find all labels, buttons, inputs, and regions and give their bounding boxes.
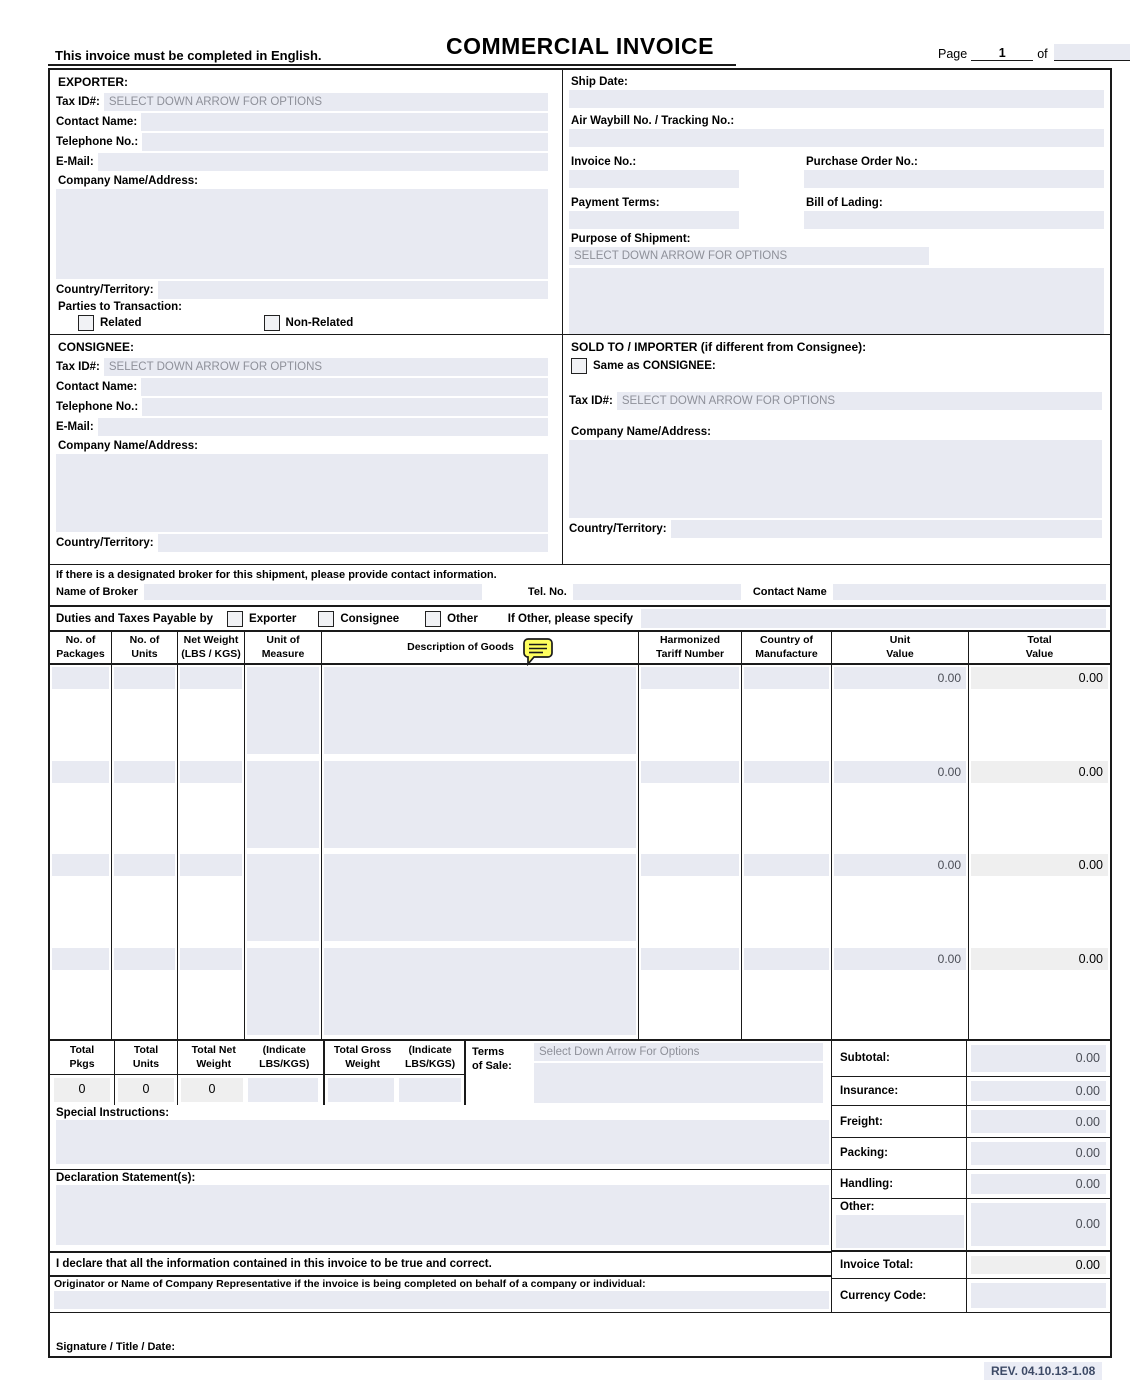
packing-label: Packing: — [832, 1138, 967, 1169]
declaration-statements-section — [50, 1169, 831, 1251]
total-net-weight-line1: Total Net — [191, 1043, 236, 1056]
duties-consignee-label: Consignee — [340, 612, 400, 625]
currency-code-row — [832, 1279, 1110, 1312]
consignee-tax-id-dropdown[interactable]: SELECT DOWN ARROW FOR OPTIONS — [104, 358, 548, 376]
row4-packages-input[interactable] — [52, 948, 109, 970]
indicate-gross-line1: (Indicate — [408, 1043, 452, 1056]
total-gross-weight-line2: Weight — [345, 1057, 380, 1070]
row3-units-input[interactable] — [114, 854, 175, 876]
non-related-label: Non-Related — [285, 317, 354, 329]
special-instructions-label: Special Instructions: — [56, 1107, 170, 1119]
indicate-gross-input[interactable] — [399, 1078, 461, 1102]
total-units-line1: Total — [133, 1043, 159, 1056]
purpose-dropdown[interactable]: SELECT DOWN ARROW FOR OPTIONS — [569, 247, 929, 265]
freight-value[interactable]: 0.00 — [971, 1110, 1106, 1133]
invoice-no-input[interactable] — [569, 170, 739, 188]
exporter-company-textarea[interactable] — [56, 189, 548, 279]
duties-other-specify-input[interactable] — [641, 609, 1106, 628]
ship-date-label: Ship Date: — [571, 76, 628, 88]
insurance-value[interactable]: 0.00 — [971, 1081, 1106, 1102]
description-comment-icon[interactable] — [522, 637, 553, 666]
terms-of-sale-dropdown[interactable]: Select Down Arrow For Options — [534, 1043, 823, 1061]
bottom-notes — [50, 1105, 832, 1312]
row4-total-value: 0.00 — [971, 948, 1108, 970]
col-packages-line1: No. of — [65, 633, 96, 646]
row2-manufacture-input[interactable] — [744, 761, 829, 783]
other-input[interactable] — [836, 1215, 964, 1247]
row2-units-input[interactable] — [114, 761, 175, 783]
invoice-total-label: Invoice Total: — [832, 1252, 967, 1279]
row3-total-value: 0.00 — [971, 854, 1108, 876]
col-units-line1: No. of — [129, 633, 160, 646]
page-label: Page — [938, 47, 968, 61]
row3-description-textarea[interactable] — [324, 854, 636, 941]
row3-unit-measure-input[interactable] — [247, 854, 319, 941]
col-unit-measure-line2: Measure — [261, 647, 305, 660]
exporter-email-input[interactable] — [98, 153, 548, 171]
total-pkgs-value: 0 — [54, 1078, 110, 1102]
revision-stamp: REV. 04.10.13-1.08 — [984, 1362, 1102, 1380]
page-number-field[interactable]: 1 — [971, 46, 1033, 61]
broker-note: If there is a designated broker for this shipment, please provide contact information. — [56, 569, 497, 581]
invoice-total-value: 0.00 — [971, 1256, 1106, 1275]
row1-packages-input[interactable] — [52, 667, 109, 689]
currency-code-input[interactable] — [971, 1283, 1106, 1308]
row2-unit-measure-input[interactable] — [247, 761, 319, 848]
payment-terms-input[interactable] — [569, 211, 739, 229]
table-row — [50, 759, 1110, 853]
duties-other-specify-label: If Other, please specify — [507, 612, 634, 625]
payment-terms-label: Payment Terms: — [571, 197, 660, 209]
same-as-consignee-label: Same as CONSIGNEE: — [593, 360, 716, 372]
invoice-no-label: Invoice No.: — [571, 156, 637, 168]
goods-table-body — [50, 665, 1110, 1039]
freight-label: Freight: — [832, 1106, 967, 1137]
col-description-label: Description of Goods — [407, 640, 514, 653]
broker-name-label: Name of Broker — [56, 586, 138, 598]
broker-tel-input[interactable] — [573, 584, 741, 600]
total-net-weight-line2: Weight — [196, 1057, 232, 1070]
row1-units-input[interactable] — [114, 667, 175, 689]
header-note: This invoice must be completed in English. — [55, 48, 322, 63]
duties-exporter-checkbox[interactable] — [227, 611, 243, 627]
col-total-value-line2: Value — [1025, 647, 1054, 660]
col-unit-value-line2: Value — [886, 647, 914, 660]
row3-manufacture-input[interactable] — [744, 854, 829, 876]
consignee-email-input[interactable] — [98, 418, 548, 436]
handling-label: Handling: — [832, 1170, 967, 1199]
bol-input[interactable] — [804, 211, 1104, 229]
sold-to-heading: SOLD TO / IMPORTER (if different from Consignee): — [571, 340, 867, 354]
page-total-field[interactable] — [1054, 44, 1130, 61]
page-counter — [938, 44, 1130, 61]
related-label: Related — [100, 317, 142, 329]
related-checkbox[interactable] — [78, 315, 94, 331]
col-tariff-line1: Harmonized — [659, 633, 721, 646]
consignee-section — [50, 335, 563, 565]
invoice-form — [48, 68, 1112, 1358]
row1-total-value: 0.00 — [971, 667, 1108, 689]
awb-input[interactable] — [569, 129, 1104, 147]
sold-to-company-label: Company Name/Address: — [571, 426, 711, 438]
row2-total-value: 0.00 — [971, 761, 1108, 783]
other-value[interactable]: 0.00 — [971, 1203, 1106, 1245]
consignee-heading: CONSIGNEE: — [58, 340, 135, 354]
total-gross-weight-input[interactable] — [328, 1078, 394, 1102]
row1-tariff-input[interactable] — [641, 667, 739, 689]
exporter-company-label: Company Name/Address: — [58, 175, 198, 187]
row1-unit-measure-input[interactable] — [247, 667, 319, 754]
signature-section — [50, 1312, 1110, 1356]
sold-to-tax-id-label: Tax ID#: — [569, 395, 617, 407]
duties-other-checkbox[interactable] — [425, 611, 441, 627]
terms-of-sale-textarea[interactable] — [534, 1063, 823, 1103]
total-units-value: 0 — [118, 1078, 174, 1102]
col-net-weight-line1: Net Weight — [183, 633, 239, 646]
duties-label: Duties and Taxes Payable by — [56, 612, 214, 625]
duties-consignee-checkbox[interactable] — [318, 611, 334, 627]
special-instructions-section — [50, 1105, 831, 1169]
row2-tariff-input[interactable] — [641, 761, 739, 783]
consignee-country-label: Country/Territory: — [56, 537, 158, 549]
row4-net-weight-input[interactable] — [180, 948, 242, 970]
row2-description-textarea[interactable] — [324, 761, 636, 848]
row1-description-textarea[interactable] — [324, 667, 636, 754]
broker-contact-label: Contact Name — [752, 586, 827, 598]
row1-unit-value[interactable]: 0.00 — [834, 667, 966, 689]
consignee-telephone-input[interactable] — [142, 398, 548, 416]
col-tariff-line2: Tariff Number — [655, 647, 725, 660]
row2-unit-value[interactable]: 0.00 — [834, 761, 966, 783]
bol-label: Bill of Lading: — [806, 197, 883, 209]
row4-unit-measure-input[interactable] — [247, 948, 319, 1035]
terms-of-sale-label: Terms of Sale: — [472, 1046, 512, 1073]
exporter-contact-name-label: Contact Name: — [56, 116, 141, 128]
exporter-country-label: Country/Territory: — [56, 284, 158, 296]
same-as-consignee-checkbox[interactable] — [571, 358, 587, 374]
total-gross-weight-line1: Total Gross — [333, 1043, 392, 1056]
total-units-line2: Units — [132, 1057, 160, 1070]
row4-units-input[interactable] — [114, 948, 175, 970]
duties-section — [50, 605, 1110, 630]
po-label: Purchase Order No.: — [806, 156, 918, 168]
broker-name-input[interactable] — [144, 584, 482, 600]
exporter-contact-name-input[interactable] — [141, 113, 548, 131]
subtotal-row — [832, 1041, 1110, 1077]
currency-code-label: Currency Code: — [832, 1279, 967, 1312]
sold-to-tax-id-dropdown[interactable]: SELECT DOWN ARROW FOR OPTIONS — [617, 392, 1102, 410]
col-units-line2: Units — [131, 647, 158, 660]
total-pkgs-line1: Total — [69, 1043, 95, 1056]
consignee-company-textarea[interactable] — [56, 454, 548, 532]
indicate-net-line2: LBS/KGS) — [259, 1057, 310, 1070]
table-row — [50, 946, 1110, 1040]
exporter-tax-id-dropdown[interactable]: SELECT DOWN ARROW FOR OPTIONS — [104, 93, 548, 111]
row4-unit-value[interactable]: 0.00 — [834, 948, 966, 970]
subtotal-value: 0.00 — [971, 1045, 1106, 1072]
col-unit-measure-line1: Unit of — [266, 633, 300, 646]
exporter-country-input[interactable] — [158, 281, 548, 299]
originator-input[interactable] — [54, 1291, 829, 1309]
row3-packages-input[interactable] — [52, 854, 109, 876]
col-total-value-line1: Total — [1027, 633, 1052, 646]
declaration-statements-textarea[interactable] — [56, 1185, 829, 1245]
broker-section — [50, 565, 1110, 605]
totals-band — [50, 1039, 832, 1105]
handling-row — [832, 1170, 1110, 1200]
sold-to-country-label: Country/Territory: — [569, 523, 671, 535]
row3-net-weight-input[interactable] — [180, 854, 242, 876]
consignee-company-label: Company Name/Address: — [58, 440, 198, 452]
consignee-telephone-label: Telephone No.: — [56, 401, 142, 413]
invoice-total-row — [832, 1251, 1110, 1280]
insurance-label: Insurance: — [832, 1077, 967, 1106]
table-row — [50, 665, 1110, 759]
col-net-weight-line2: (LBS / KGS) — [181, 647, 241, 660]
exporter-tax-id-label: Tax ID#: — [56, 96, 104, 108]
row4-description-textarea[interactable] — [324, 948, 636, 1035]
exporter-telephone-label: Telephone No.: — [56, 136, 142, 148]
purpose-label: Purpose of Shipment: — [571, 233, 691, 245]
exporter-section — [50, 70, 563, 335]
shipment-section — [563, 70, 1110, 335]
consignee-contact-name-label: Contact Name: — [56, 381, 141, 393]
total-pkgs-line2: Pkgs — [69, 1057, 95, 1070]
signature-label: Signature / Title / Date: — [56, 1341, 175, 1353]
originator-section — [50, 1275, 831, 1312]
row2-net-weight-input[interactable] — [180, 761, 242, 783]
packing-row — [832, 1138, 1110, 1170]
row1-net-weight-input[interactable] — [180, 667, 242, 689]
handling-value[interactable]: 0.00 — [971, 1174, 1106, 1195]
col-unit-value-line1: Unit — [889, 633, 911, 646]
declaration-statements-label: Declaration Statement(s): — [56, 1172, 196, 1184]
duties-other-label: Other — [447, 612, 478, 625]
goods-table-header — [50, 630, 1110, 665]
packing-value[interactable]: 0.00 — [971, 1142, 1106, 1165]
broker-tel-label: Tel. No. — [527, 586, 567, 598]
col-packages-line2: Packages — [56, 647, 105, 660]
row3-unit-value[interactable]: 0.00 — [834, 854, 966, 876]
consignee-country-input[interactable] — [158, 534, 548, 552]
purpose-textarea[interactable] — [569, 268, 1104, 334]
other-row — [832, 1199, 1110, 1250]
sold-to-company-textarea[interactable] — [569, 440, 1102, 518]
special-instructions-textarea[interactable] — [56, 1120, 829, 1164]
declare-statement: I declare that all the information contained in this invoice to be true and correct. — [50, 1251, 831, 1275]
ship-date-input[interactable] — [569, 90, 1104, 108]
col-manufacture-line1: Country of — [759, 633, 814, 646]
consignee-tax-id-label: Tax ID#: — [56, 361, 104, 373]
indicate-gross-line2: LBS/KGS) — [405, 1057, 456, 1070]
table-row — [50, 852, 1110, 946]
row2-packages-input[interactable] — [52, 761, 109, 783]
non-related-checkbox[interactable] — [264, 315, 280, 331]
sold-to-country-input[interactable] — [671, 520, 1102, 538]
freight-row — [832, 1106, 1110, 1138]
exporter-heading: EXPORTER: — [58, 75, 129, 89]
exporter-telephone-input[interactable] — [142, 133, 548, 151]
parties-to-transaction-label: Parties to Transaction: — [58, 301, 182, 313]
header-underline — [48, 64, 736, 66]
sold-to-section — [563, 335, 1110, 565]
row4-manufacture-input[interactable] — [744, 948, 829, 970]
exporter-email-label: E-Mail: — [56, 156, 98, 168]
charges-column — [832, 1039, 1110, 1312]
consignee-email-label: E-Mail: — [56, 421, 98, 433]
page-title: COMMERCIAL INVOICE — [446, 33, 714, 59]
originator-label: Originator or Name of Company Representative if the invoice is being completed on behalf of a company or individual: — [54, 1278, 646, 1290]
row4-tariff-input[interactable] — [641, 948, 739, 970]
other-label: Other: — [840, 1201, 875, 1214]
po-input[interactable] — [804, 170, 1104, 188]
broker-contact-input[interactable] — [833, 584, 1106, 600]
duties-exporter-label: Exporter — [249, 612, 297, 625]
row1-manufacture-input[interactable] — [744, 667, 829, 689]
page-of-label: of — [1037, 47, 1048, 61]
row3-tariff-input[interactable] — [641, 854, 739, 876]
total-net-weight-value: 0 — [181, 1078, 243, 1102]
awb-label: Air Waybill No. / Tracking No.: — [571, 115, 735, 127]
consignee-contact-name-input[interactable] — [141, 378, 548, 396]
indicate-net-line1: (Indicate — [262, 1043, 306, 1056]
subtotal-label: Subtotal: — [832, 1041, 967, 1076]
col-manufacture-line2: Manufacture — [755, 647, 818, 660]
insurance-row — [832, 1077, 1110, 1107]
indicate-net-input[interactable] — [248, 1078, 318, 1102]
